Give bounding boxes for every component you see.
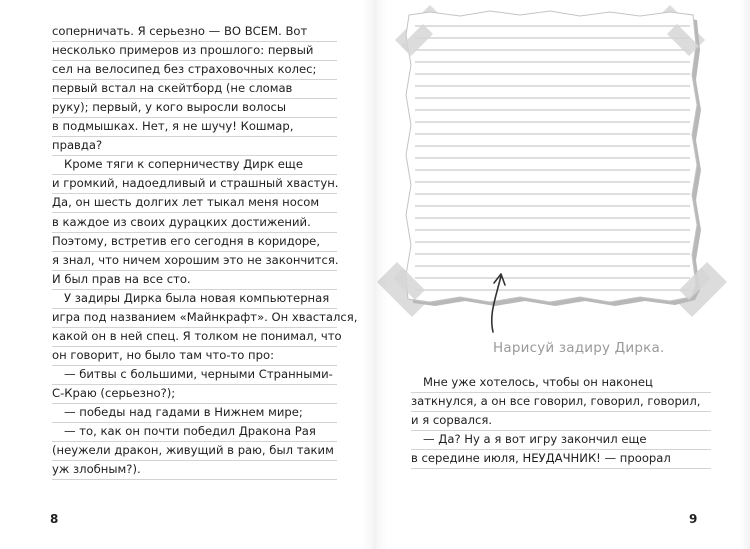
right-page: [375, 0, 750, 549]
text-line: правда?: [52, 136, 337, 156]
text-line: заткнулся, а он все говорил, говорил, говорил,: [411, 392, 711, 412]
drawing-caption: Нарисуй задиру Дирка.: [493, 340, 665, 356]
text-line: первый встал на скейтборд (не сломав: [52, 79, 337, 99]
torn-notepaper-illustration: [375, 0, 750, 380]
text-line: несколько примеров из прошлого: первый: [52, 41, 337, 61]
text-line: Кроме тяги к соперничеству Дирк еще: [52, 155, 337, 175]
page-number: 9: [689, 512, 698, 526]
text-line: и громкий, надоедливый и страшный хвастун.: [52, 174, 337, 194]
text-line: он говорит, но было там что-то про:: [52, 346, 337, 366]
text-line: Поэтому, встретив его сегодня в коридоре,: [52, 232, 337, 252]
text-line: в каждое из своих дурацких достижений.: [52, 213, 337, 233]
text-line: сел на велосипед без страховочных колес;: [52, 60, 337, 80]
page-number: 8: [50, 512, 59, 526]
text-line: в середине июля, НЕУДАЧНИК! — проорал: [411, 449, 711, 469]
book-gutter: [362, 0, 388, 549]
text-line: — то, как он почти победил Дракона Рая: [52, 422, 337, 442]
torn-notepaper: [406, 11, 697, 302]
text-line: игра под названием «Майнкрафт». Он хвастался,: [52, 308, 337, 328]
text-line: уж злобным?).: [52, 460, 337, 480]
text-line: Да, он шесть долгих лет тыкал меня носом: [52, 193, 337, 213]
text-line: С-Краю (серьезно?);: [52, 384, 337, 404]
text-line: соперничать. Я серьезно — ВО ВСЕМ. Вот: [52, 22, 337, 42]
drawing-area: [375, 0, 750, 380]
text-line: И был прав на все сто.: [52, 270, 337, 290]
text-line: я знал, что ничем хорошим это не закончится.: [52, 251, 337, 271]
page-edge: [740, 0, 750, 549]
text-line: и я сорвался.: [411, 411, 711, 431]
text-line: руку); первый, у кого выросли волосы: [52, 98, 337, 118]
text-line: (неужели дракон, живущий в раю, был таким: [52, 441, 337, 461]
text-line: в подмышках. Нет, я не шучу! Кошмар,: [52, 117, 337, 137]
text-line: какой он в ней спец. Я толком не понимал, что: [52, 327, 337, 347]
text-line: — победы над гадами в Нижнем мире;: [52, 403, 337, 423]
text-line: — Да? Ну а я вот игру закончил еще: [411, 430, 711, 450]
text-line: Мне уже хотелось, чтобы он наконец: [411, 373, 711, 393]
text-line: — битвы с большими, черными Странными-: [52, 365, 337, 385]
text-line: У задиры Дирка была новая компьютерная: [52, 289, 337, 309]
